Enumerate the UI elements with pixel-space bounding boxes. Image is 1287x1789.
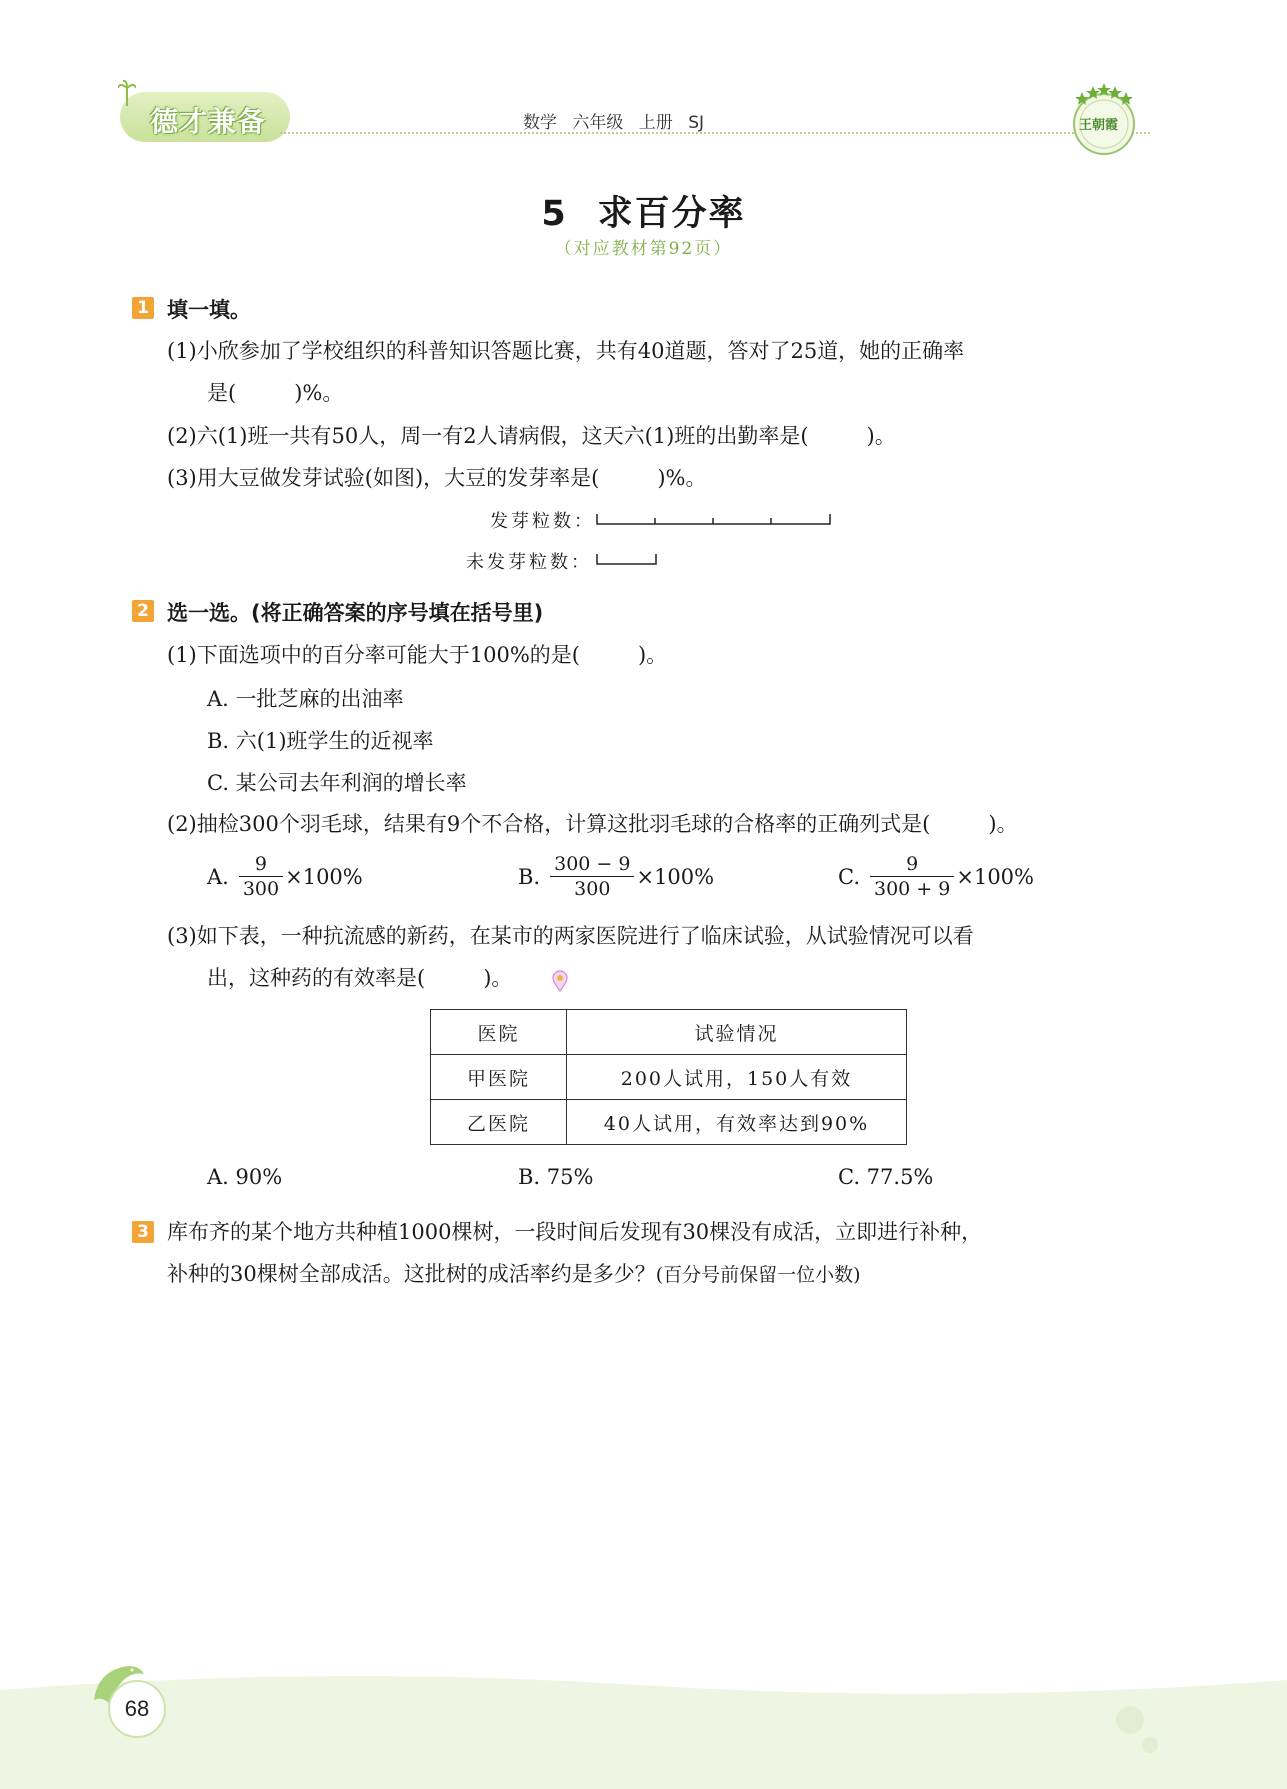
- footer-decoration: [0, 1660, 1287, 1789]
- section-1-title: 填一填。: [167, 298, 251, 322]
- not-germinated-label: 未发芽粒数：: [466, 552, 592, 573]
- s1-q2: (2)六(1)班一共有50人，周一有2人请病假，这天六(1)班的出勤率是( )。: [167, 424, 896, 448]
- s2-q2: (2)抽检300个羽毛球，结果有9个不合格，计算这批羽毛球的合格率的正确列式是( )。: [167, 812, 1018, 836]
- fraction: $\frac{9}{300}$: [239, 852, 283, 901]
- s2-q3-line2: 出，这种药的有效率是( )。: [207, 966, 513, 990]
- section-2-badge: 2: [132, 600, 154, 622]
- table-cell: 乙医院: [431, 1100, 567, 1145]
- s1-q1-line1: (1)小欣参加了学校组织的科普知识答题比赛，共有40道题，答对了25道，她的正确率: [167, 339, 965, 363]
- location-pin-icon: [552, 970, 568, 992]
- fraction: $\frac{9}{300 + 9}$: [870, 852, 954, 901]
- table-cell: 200人试用，150人有效: [567, 1055, 907, 1100]
- brand-logo-text: 德才兼备: [150, 105, 267, 138]
- table-header: 试验情况: [567, 1010, 907, 1055]
- s2-q2-option-b: B. $\frac{300 - 9}{300}$ ×100%: [518, 853, 715, 900]
- author-seal-text: 王朝霞: [1079, 118, 1119, 133]
- s3-line1: 库布齐的某个地方共种植1000棵树，一段时间后发现有30棵没有成活，立即进行补种，: [167, 1220, 983, 1244]
- header-divider: [280, 132, 1150, 134]
- textbook-reference: （对应教材第92页）: [554, 239, 733, 259]
- s2-q3-line1: (3)如下表，一种抗流感的新药，在某市的两家医院进行了临床试验，从试验情况可以看: [167, 924, 974, 948]
- page-title: [0, 186, 1287, 236]
- lesson-number: 5: [541, 194, 568, 234]
- s2-q2-option-c: C. $\frac{9}{300 + 9}$ ×100%: [838, 853, 1034, 900]
- s2-q3-option-a: A. 90%: [207, 1165, 283, 1189]
- section-2-title: 选一选。(将正确答案的序号填在括号里): [167, 601, 544, 625]
- table-row: [431, 1100, 907, 1145]
- s3-line2: 补种的30棵树全部成活。这批树的成活率约是多少？(百分号前保留一位小数): [167, 1262, 861, 1286]
- s2-q3-option-b: B. 75%: [518, 1165, 594, 1189]
- s2-q2-option-a: A. $\frac{9}{300}$ ×100%: [207, 853, 363, 900]
- s2-q1-option-b: B. 六(1)班学生的近视率: [207, 729, 434, 753]
- s1-q1-line2: 是( )%。: [207, 381, 344, 405]
- table-header: 医院: [431, 1010, 567, 1055]
- section-3-badge: 3: [132, 1221, 154, 1243]
- s2-q3-option-c: C. 77.5%: [838, 1165, 934, 1189]
- book-info: 数学 六年级 上册 SJ: [523, 113, 705, 133]
- table-cell: 40人试用，有效率达到90%: [567, 1100, 907, 1145]
- table-row: [431, 1055, 907, 1100]
- section-1-badge: 1: [132, 297, 154, 319]
- s2-q1-option-a: A. 一批芝麻的出油率: [207, 687, 404, 711]
- fraction: $\frac{300 - 9}{300}$: [550, 852, 634, 901]
- table-cell: 甲医院: [431, 1055, 567, 1100]
- not-germinated-bar: [596, 552, 666, 566]
- trial-table: [430, 1009, 907, 1145]
- s2-q1-option-c: C. 某公司去年利润的增长率: [207, 771, 467, 795]
- germinated-bar: [596, 512, 836, 526]
- s1-q3: (3)用大豆做发芽试验(如图)，大豆的发芽率是( )%。: [167, 466, 707, 490]
- germinated-label: 发芽粒数：: [490, 511, 595, 532]
- palm-tree-icon: [118, 80, 136, 106]
- s2-q1: (1)下面选项中的百分率可能大于100%的是( )。: [167, 643, 668, 667]
- page-number: 68: [108, 1680, 166, 1738]
- lesson-title: 求百分率: [597, 194, 746, 234]
